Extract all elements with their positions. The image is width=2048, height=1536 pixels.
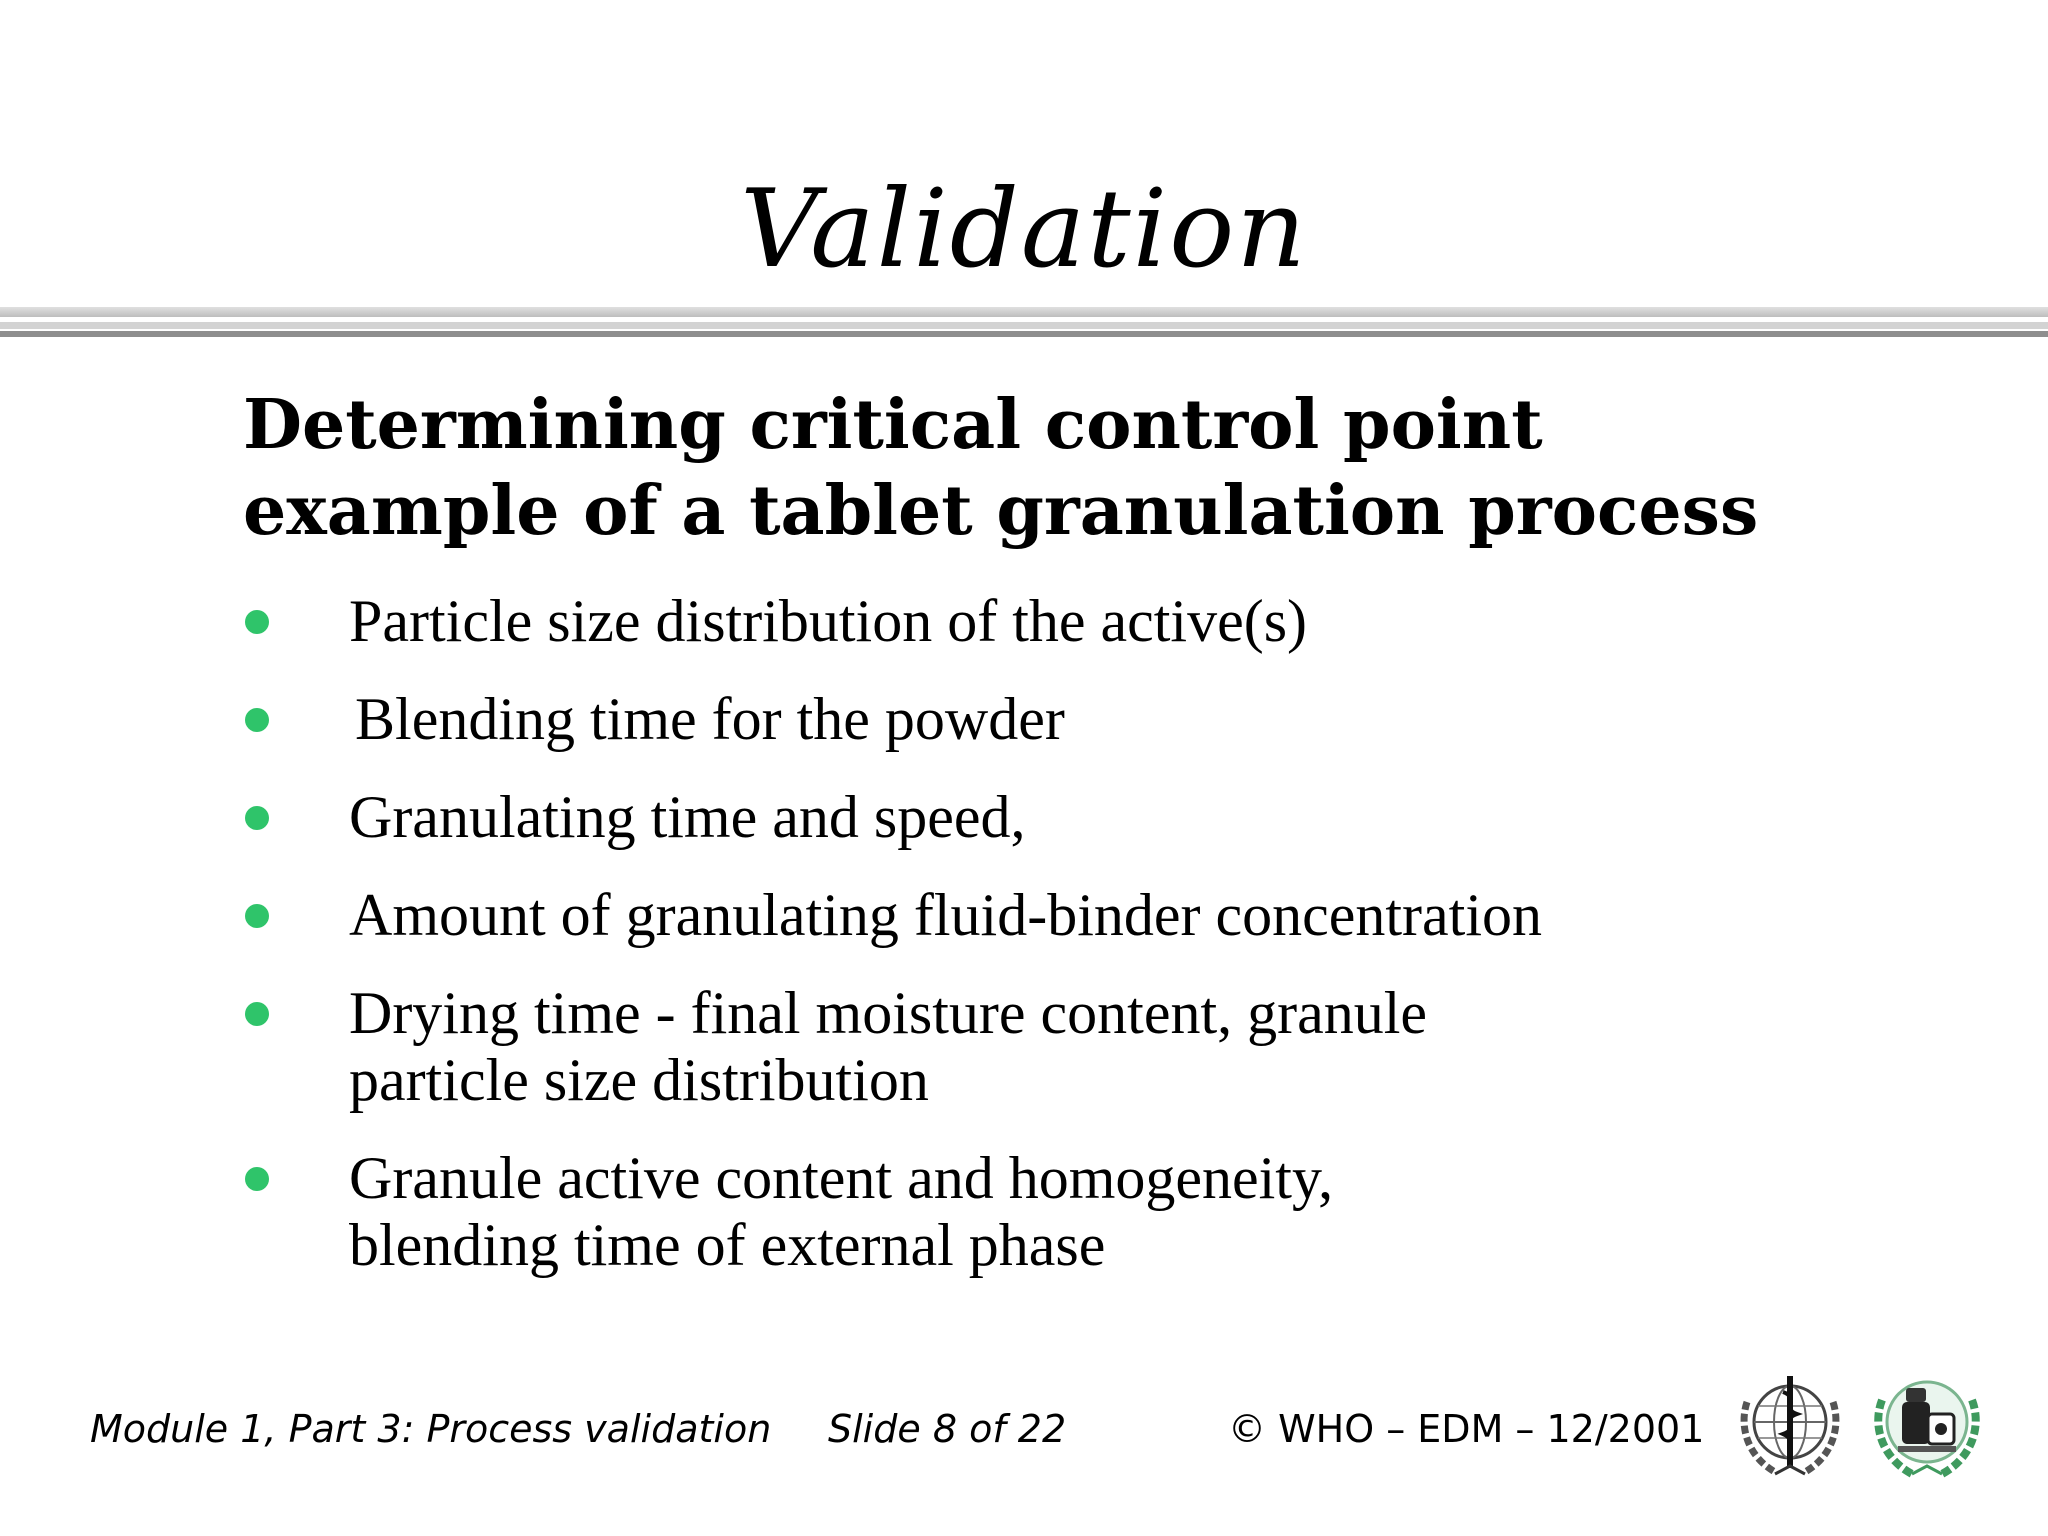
bullet-dot-icon <box>245 1167 269 1191</box>
bullet-line: Amount of granulating fluid-binder concentration <box>349 882 1542 948</box>
footer-slide-number: Slide 8 of 22 <box>828 1407 1067 1451</box>
heading-line: Determining critical control point <box>243 385 1543 465</box>
title-divider-bottom <box>0 331 2048 337</box>
bullet-line: blending time of external phase <box>349 1212 1106 1278</box>
slide-title: Validation <box>740 167 1308 292</box>
bullet-line: Blending time for the powder <box>355 686 1065 752</box>
title-divider-top <box>0 307 2048 317</box>
footer-module: Module 1, Part 3: Process validation <box>90 1407 772 1451</box>
bullet-text <box>349 588 1909 655</box>
bullet-line: Granulating time and speed, <box>349 784 1026 850</box>
bullet-text <box>349 1145 1909 1279</box>
bullet-text <box>349 980 1909 1114</box>
heading-line: example of a tablet granulation process <box>243 471 1759 551</box>
bullet-line: Particle size distribution of the active(s) <box>349 588 1308 654</box>
title-divider-middle <box>0 322 2048 329</box>
slide-heading <box>243 382 1893 554</box>
bullet-line: particle size distribution <box>349 1047 929 1113</box>
bullet-line: Granule active content and homogeneity, <box>349 1145 1334 1211</box>
bullet-dot-icon <box>245 610 269 634</box>
bullet-line: Drying time - final moisture content, granule <box>349 980 1428 1046</box>
bullet-dot-icon <box>245 904 269 928</box>
bullet-text <box>349 882 1909 949</box>
who-emblem-icon <box>1725 1362 1855 1492</box>
bullet-text <box>355 686 1915 753</box>
bullet-dot-icon <box>245 708 269 732</box>
edm-emblem-icon <box>1862 1362 1992 1492</box>
footer-copyright: © WHO – EDM – 12/2001 <box>1228 1407 1705 1451</box>
bullet-dot-icon <box>245 1002 269 1026</box>
bullet-text <box>349 784 1909 851</box>
bullet-dot-icon <box>245 806 269 830</box>
